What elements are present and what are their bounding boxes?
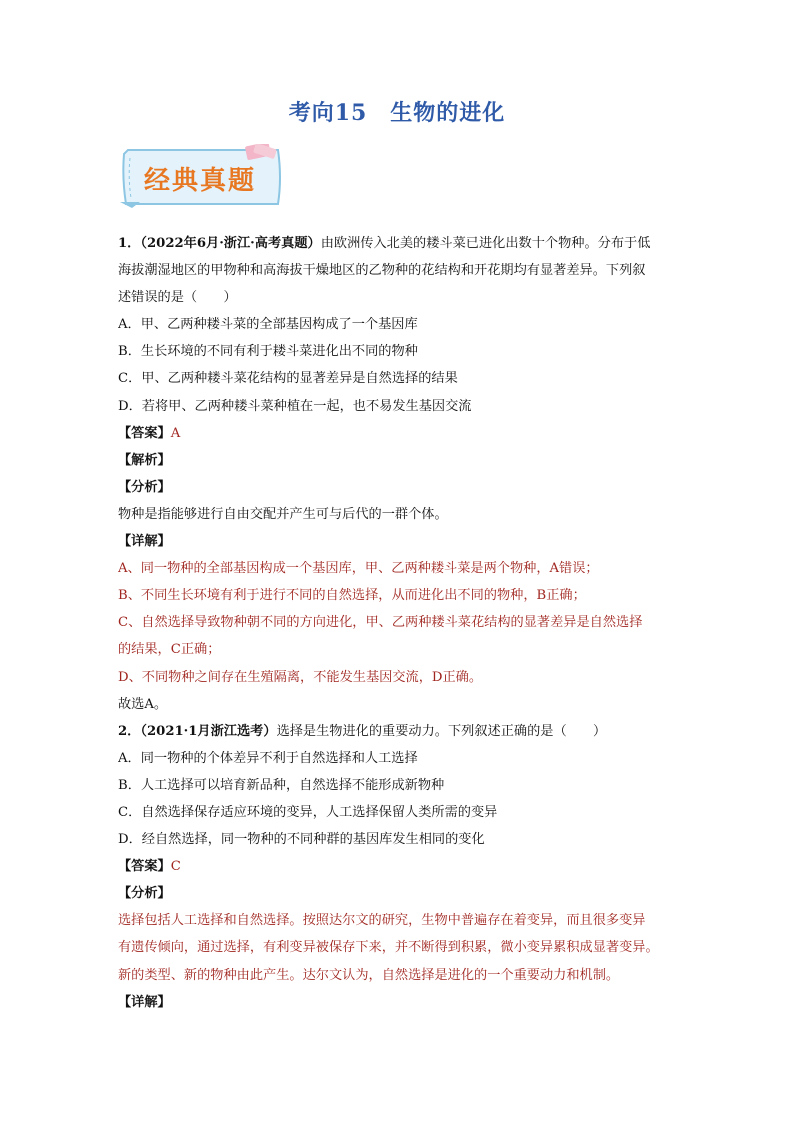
section-banner [118, 144, 286, 210]
question-2-stem-line [118, 718, 678, 745]
detail-line: C、自然选择导致物种朝不同的方向进化，甲、乙两种耧斗菜花结构的显著差异是自然选择 [118, 615, 643, 631]
detail-line: 的结果，C正确； [118, 642, 221, 658]
fenxi-text: 物种是指能够进行自由交配并产生可与后代的一群个体。 [118, 506, 448, 522]
question-number: 1． [118, 236, 141, 251]
answer-tag: 【答案】 [118, 859, 171, 875]
fenxi-line: 新的类型、新的物种由此产生。达尔文认为，自然选择是进化的一个重要动力和机制。 [118, 967, 620, 983]
detail-line: D、不同物种之间存在生殖隔离，不能发生基因交流，D正确。 [118, 669, 483, 685]
option-c: C．甲、乙两种耧斗菜花结构的显著差异是自然选择的结果 [118, 371, 458, 387]
detail-line: A、同一物种的全部基因构成一个基因库，甲、乙两种耧斗菜是两个物种，A错误； [118, 561, 599, 577]
detail-line: B、不同生长环境有利于进行不同的自然选择，从而进化出不同的物种，B正确； [118, 588, 586, 604]
question-source: （2022年6月·浙江·高考真题） [140, 236, 321, 251]
fenxi-line: 选择包括人工选择和自然选择。按照达尔文的研究，生物中普遍存在着变异，而且很多变异 [118, 913, 646, 929]
question-stem: 述错误的是（ ） [118, 290, 237, 306]
answer-line [118, 853, 678, 880]
fenxi-line: 有遗传倾向，通过选择，有利变异被保存下来，并不断得到积累，微小变异累积成显著变异。 [118, 940, 659, 956]
page-title: 考向15 生物的进化 [288, 100, 506, 126]
fenxi-tag: 【分析】 [118, 479, 171, 495]
option-a: A．甲、乙两种耧斗菜的全部基因构成了一个基因库 [118, 317, 418, 333]
fenxi-tag: 【分析】 [118, 886, 171, 902]
banner-title: 经典真题 [144, 166, 257, 196]
analysis-tag: 【解析】 [118, 452, 171, 468]
option-a: A．同一物种的个体差异不利于自然选择和人工选择 [118, 750, 418, 766]
question-stem: 海拔潮湿地区的甲物种和高海拔干燥地区的乙物种的花结构和开花期均有显著差异。下列叙 [118, 263, 646, 279]
question-number: 2． [118, 723, 141, 739]
answer-value: A [170, 425, 181, 441]
question-source: （2021·1月浙江选考） [140, 723, 277, 739]
question-stem: 选择是生物进化的重要动力。下列叙述正确的是（ ） [276, 723, 607, 739]
detail-tag: 【详解】 [118, 994, 171, 1010]
option-b: B．人工选择可以培育新品种，自然选择不能形成新物种 [118, 777, 445, 793]
question-content [118, 230, 678, 1016]
option-d: D．若将甲、乙两种耧斗菜种植在一起，也不易发生基因交流 [118, 398, 472, 414]
answer-value: C [170, 859, 181, 875]
question-1-stem-line [118, 230, 678, 257]
answer-line [118, 420, 678, 447]
option-c: C．自然选择保存适应环境的变异，人工选择保留人类所需的变异 [118, 804, 498, 820]
question-stem: 由欧洲传入北美的耧斗菜已进化出数十个物种。分布于低 [320, 236, 651, 251]
option-b: B．生长环境的不同有利于耧斗菜进化出不同的物种 [118, 344, 418, 360]
detail-tag: 【详解】 [118, 534, 171, 550]
conclusion: 故选A。 [118, 696, 168, 712]
option-d: D．经自然选择，同一物种的不同种群的基因库发生相同的变化 [118, 832, 485, 848]
answer-tag: 【答案】 [118, 425, 171, 441]
